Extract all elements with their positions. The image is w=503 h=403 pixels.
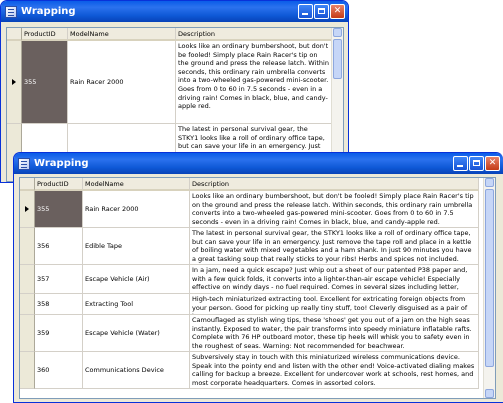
productid-cell[interactable]: 359 — [35, 315, 83, 352]
table-row[interactable] — [20, 228, 495, 265]
description-cell[interactable]: In a jam, need a quick escape? Just whip out a sheet of our patented P38 paper and, with a few quick folds, it converts into a lighter-than-air escape vehicle! Especially effective on windy days - no fuel required. Comes in several sizes including letter, — [190, 265, 479, 294]
productid-cell[interactable]: 355 — [35, 191, 83, 228]
description-cell[interactable]: Looks like an ordinary bumbershoot, but don't be fooled! Simply place Rain Racer's tip on the ground and press the release latch. Within seconds, this ordinary rain umbrella converts into a two-wheeled gas-powered mini-scooter. Goes from 0 to 60 in 7.5 seconds - even in a driving rain! Comes in black, blue, and candy-apple red. — [176, 41, 332, 124]
column-header-description[interactable]: Description — [176, 28, 332, 41]
modelname-cell[interactable]: Escape Vehicle (Air) — [83, 265, 190, 294]
maximize-icon[interactable] — [469, 156, 484, 171]
column-header-modelname[interactable]: ModelName — [68, 28, 176, 41]
title-bar[interactable] — [14, 153, 503, 174]
wrapping-window-front[interactable] — [13, 152, 503, 403]
modelname-cell[interactable]: Extracting Tool — [83, 294, 190, 315]
productid-cell[interactable]: 360 — [35, 352, 83, 389]
close-icon[interactable]: ✕ — [330, 4, 345, 19]
vertical-scrollbar[interactable] — [483, 178, 495, 398]
scroll-up-icon[interactable] — [333, 28, 342, 37]
row-header-corner — [7, 28, 22, 41]
minimize-icon[interactable] — [298, 4, 313, 19]
app-icon — [18, 158, 30, 170]
window-title: Wrapping — [21, 6, 76, 17]
description-cell[interactable]: High-tech miniaturized extracting tool. Excellent for extricating foreign objects from your person. Good for picking up really tiny stuff, too! Cleverly disguised as a pair of — [190, 294, 479, 315]
productid-cell[interactable]: 357 — [35, 265, 83, 294]
description-cell[interactable]: Camouflaged as stylish wing tips, these 'shoes' get you out of a jam on the high seas instantly. Exposed to water, the pair transforms into speedy miniature inflatable rafts. Complete with 76 HP outboard motor, these tip heels will whisk you to safety even in the roughest of seas. Warning: Not recommended for beachwear. — [190, 315, 479, 352]
title-bar[interactable] — [1, 1, 348, 22]
description-cell[interactable]: Subversively stay in touch with this miniaturized wireless communications device. Speak into the pointy end and listen with the other end! Voice-activated dialing makes calling for backup a breeze. Excellent for undercover work at schools, rest homes, and most corporate headquarters. Comes in assorted colors. — [190, 352, 479, 389]
table-row[interactable] — [20, 265, 495, 294]
scroll-down-icon[interactable] — [485, 389, 494, 398]
column-header-description[interactable]: Description — [190, 178, 479, 191]
row-header[interactable] — [20, 352, 35, 389]
scroll-up-icon[interactable] — [485, 178, 494, 187]
scroll-thumb[interactable] — [333, 39, 342, 79]
description-cell[interactable]: Looks like an ordinary bumbershoot, but don't be fooled! Simply place Rain Racer's tip on the ground and press the release latch. Within seconds, this ordinary rain umbrella converts into a two-wheeled gas-powered mini-scooter. Goes from 0 to 60 in 7.5 seconds - even in a driving rain! Comes in black, blue, and candy-apple red. — [190, 191, 479, 228]
header-row — [20, 178, 495, 191]
modelname-cell[interactable]: Rain Racer 2000 — [68, 41, 176, 124]
table-row[interactable] — [7, 41, 343, 124]
modelname-cell[interactable]: Communications Device — [83, 352, 190, 389]
row-pointer-icon[interactable] — [7, 41, 22, 124]
productid-cell[interactable]: 355 — [22, 41, 68, 124]
row-header[interactable] — [20, 315, 35, 352]
productid-cell[interactable]: 358 — [35, 294, 83, 315]
row-header[interactable] — [20, 265, 35, 294]
data-grid[interactable] — [19, 177, 496, 399]
table-row[interactable] — [20, 294, 495, 315]
header-row — [7, 28, 343, 41]
productid-cell[interactable]: 356 — [35, 228, 83, 265]
description-cell[interactable]: The latest in personal survival gear, the STKY1 looks like a roll of ordinary office tape, but can save your life in an emergency. Just — [176, 124, 332, 182]
description-cell[interactable]: The latest in personal survival gear, the STKY1 looks like a roll of ordinary office tape, but can save your life in an emergency. Just remove the tape roll and place in a kettle of boiling water with mixed vegetables and a ham shank. In just 90 minutes you have a great tasking soup that really sticks to your ribs! Herbs and spices not included. — [190, 228, 479, 265]
modelname-cell[interactable]: Rain Racer 2000 — [83, 191, 190, 228]
column-header-modelname[interactable]: ModelName — [83, 178, 190, 191]
table-row[interactable] — [20, 191, 495, 228]
app-icon — [5, 6, 17, 18]
table-row[interactable] — [20, 315, 495, 352]
scroll-thumb[interactable] — [485, 189, 494, 367]
row-pointer-icon[interactable] — [20, 191, 35, 228]
row-header[interactable] — [20, 294, 35, 315]
window-title: Wrapping — [34, 158, 89, 169]
row-header[interactable] — [20, 228, 35, 265]
column-header-productid[interactable]: ProductID — [35, 178, 83, 191]
minimize-icon[interactable] — [453, 156, 468, 171]
modelname-cell[interactable]: Edible Tape — [83, 228, 190, 265]
close-icon[interactable]: ✕ — [485, 156, 500, 171]
column-header-productid[interactable]: ProductID — [22, 28, 68, 41]
table-row[interactable] — [20, 352, 495, 389]
row-header-corner — [20, 178, 35, 191]
modelname-cell[interactable]: Escape Vehicle (Water) — [83, 315, 190, 352]
maximize-icon[interactable] — [314, 4, 329, 19]
